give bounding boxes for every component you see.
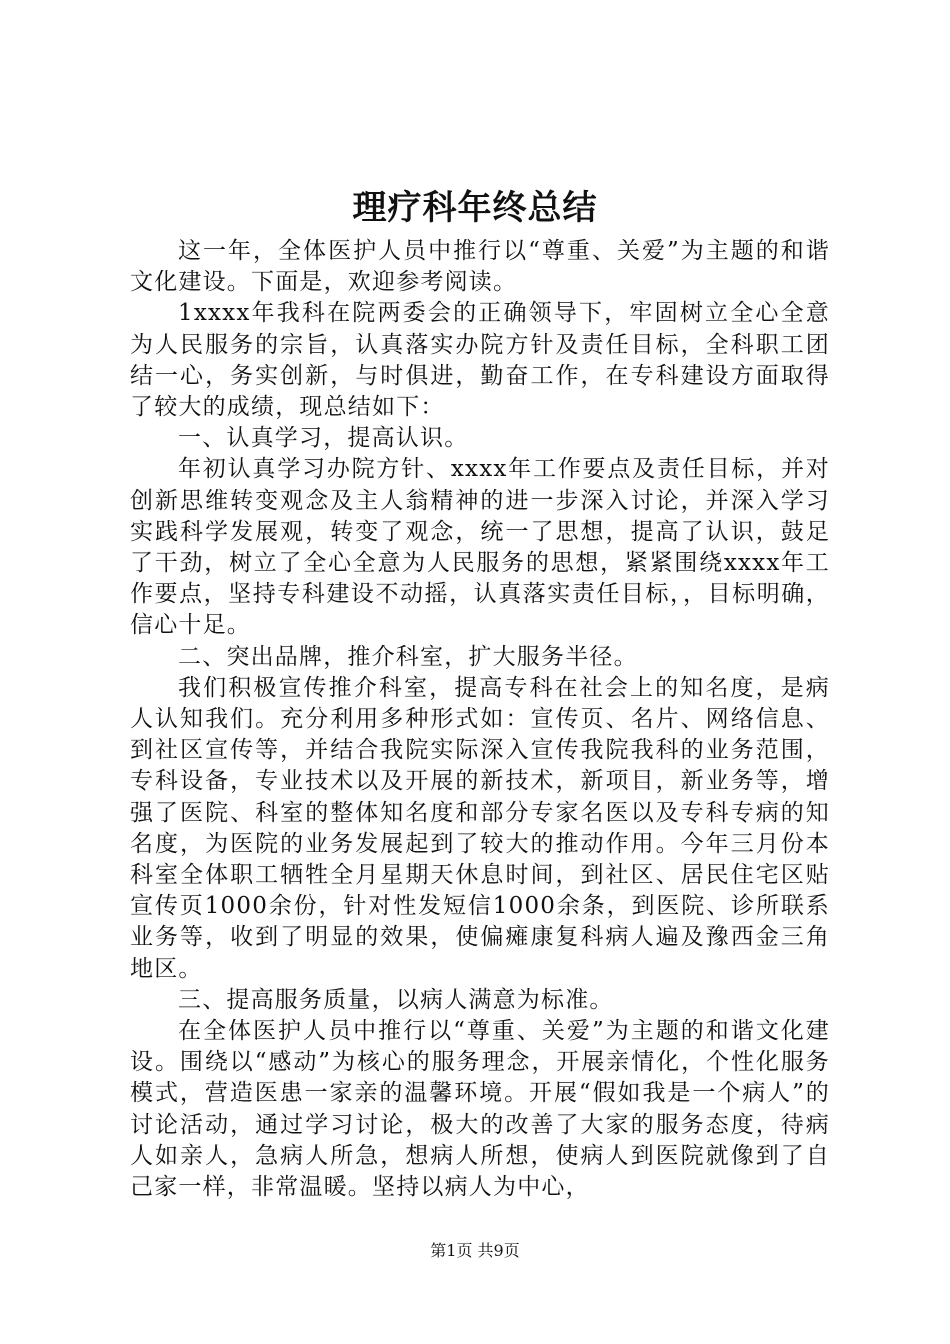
section-heading-3: 三、提高服务质量，以病人满意为标准。 [178, 986, 614, 1013]
document-body [130, 236, 830, 1203]
paragraph-section-3: 在全体医护人员中推行以“尊重、关爱”为主题的和谐文化建设。围绕以“感动”为核心的服务理念，开展亲情化，个性化服务模式，营造医患一家亲的温馨环境。开展“假如我是一个病人”的讨论活动，通过学习讨论，极大的改善了大家的服务态度，待病人如亲人，急病人所急，想病人所想，使病人到医院就像到了自己家一样，非常温暖。坚持以病人为中心， [130, 1018, 830, 1201]
paragraph-section-1: 年初认真学习办院方针、xxxx年工作要点及责任目标，并对创新思维转变观念及主人翁精神的进一步深入讨论，并深入学习实践科学发展观，转变了观念，统一了思想，提高了认识，鼓足了干劲，树立了全心全意为人民服务的思想，紧紧围绕xxxx年工作要点，坚持专科建设不动摇，认真落实责任目标，，目标明确，信心十足。 [130, 456, 830, 639]
paragraph-overview: 1xxxx年我科在院两委会的正确领导下，牢固树立全心全意为人民服务的宗旨，认真落实办院方针及责任目标，全科职工团结一心，务实创新，与时俱进，勤奋工作，在专科建设方面取得了较大的成绩，现总结如下： [130, 300, 830, 421]
section-heading-2: 二、突出品牌，推介科室，扩大服务半径。 [178, 643, 638, 670]
paragraph-section-2: 我们积极宣传推介科室，提高专科在社会上的知名度，是病人认知我们。充分利用多种形式如：宣传页、名片、网络信息、到社区宣传等，并结合我院实际深入宣传我院我科的业务范围，专科设备，专业技术以及开展的新技术，新项目，新业务等，增强了医院、科室的整体知名度和部分专家名医以及专科专病的知名度，为医院的业务发展起到了较大的推动作用。今年三月份本科室全体职工牺牲全月星期天休息时间，到社区、居民住宅区贴宣传页1000余份，针对性发短信1000余条，到医院、诊所联系业务等，收到了明显的效果，使偏瘫康复科病人遍及豫西金三角地区。 [130, 674, 830, 982]
section-heading-1: 一、认真学习，提高认识。 [178, 425, 469, 452]
paragraph-intro: 这一年，全体医护人员中推行以“尊重、关爱”为主题的和谐文化建设。下面是，欢迎参考阅读。 [130, 238, 830, 296]
document-title: 理疗科年终总结 [352, 188, 598, 228]
page-number-footer: 第1页 共9页 [430, 1241, 520, 1260]
